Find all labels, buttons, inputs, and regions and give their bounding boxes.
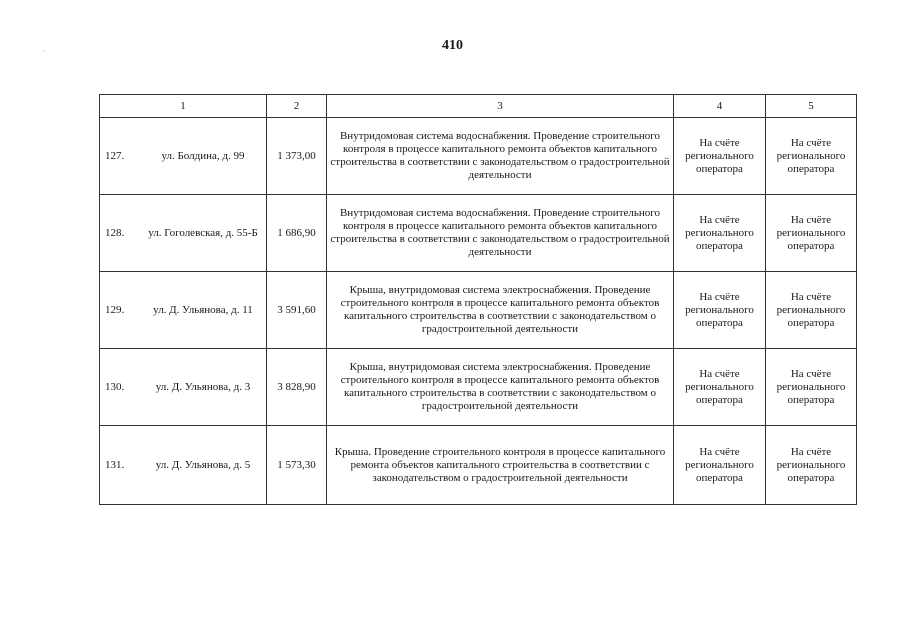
scan-speck: · [43,47,46,56]
work-description: Крыша. Проведение строительного контроля в процессе капитального ремонта объектов капитального строительства в соответствии с законодательством о градостроительной деятельности [327,426,674,505]
registry-table [99,94,857,505]
page-number: 410 [442,38,463,53]
work-description: Внутридомовая система водоснабжения. Проведение строительного контроля в процессе капитального ремонта объектов капитального строительства в соответствии с законодательством о градостроительной деятельности [327,195,674,272]
header-col-4: 4 [674,95,766,118]
funding-col-4: На счёте регионального оператора [674,272,766,349]
row-number: 131. [105,458,125,471]
funding-col-5: На счёте регионального оператора [766,426,857,505]
funding-col-5: На счёте регионального оператора [766,195,857,272]
address: ул. Болдина, д. 99 [161,149,245,162]
cost-cell: 1 686,90 [267,195,327,272]
work-description: Внутридомовая система водоснабжения. Проведение строительного контроля в процессе капитального ремонта объектов капитального строительства в соответствии с законодательством о градостроительной деятельности [327,118,674,195]
funding-col-5: На счёте регионального оператора [766,349,857,426]
row-number: 127. [105,149,125,162]
header-col-3: 3 [327,95,674,118]
table-row [100,349,857,426]
table-row [100,118,857,195]
header-col-1: 1 [100,95,267,118]
header-col-5: 5 [766,95,857,118]
work-description: Крыша, внутридомовая система электроснабжения. Проведение строительного контроля в процессе капитального ремонта объектов капитального строительства в соответствии с законодательством о градостроительной деятельности [327,272,674,349]
row-number: 129. [105,303,125,316]
header-row [100,95,857,118]
table-row [100,195,857,272]
table-row [100,272,857,349]
funding-col-4: На счёте регионального оператора [674,118,766,195]
name-cell [100,272,267,349]
cost-cell: 1 573,30 [267,426,327,505]
row-number: 128. [105,226,125,239]
funding-col-5: На счёте регионального оператора [766,118,857,195]
cost-cell: 3 828,90 [267,349,327,426]
header-col-2: 2 [267,95,327,118]
cost-cell: 3 591,60 [267,272,327,349]
funding-col-4: На счёте регионального оператора [674,426,766,505]
table-body [100,118,857,505]
table-header [100,95,857,118]
address: ул. Д. Ульянова, д. 5 [155,458,251,471]
cost-cell: 1 373,00 [267,118,327,195]
name-cell [100,426,267,505]
funding-col-4: На счёте регионального оператора [674,349,766,426]
row-number: 130. [105,380,125,393]
name-cell [100,118,267,195]
table-row [100,426,857,505]
address: ул. Д. Ульянова, д. 3 [155,380,251,393]
funding-col-4: На счёте регионального оператора [674,195,766,272]
address: ул. Д. Ульянова, д. 11 [153,303,253,316]
funding-col-5: На счёте регионального оператора [766,272,857,349]
address: ул. Гоголевская, д. 55-Б [148,226,258,239]
name-cell [100,195,267,272]
name-cell [100,349,267,426]
work-description: Крыша, внутридомовая система электроснабжения. Проведение строительного контроля в процессе капитального ремонта объектов капитального строительства в соответствии с законодательством о градостроительной деятельности [327,349,674,426]
